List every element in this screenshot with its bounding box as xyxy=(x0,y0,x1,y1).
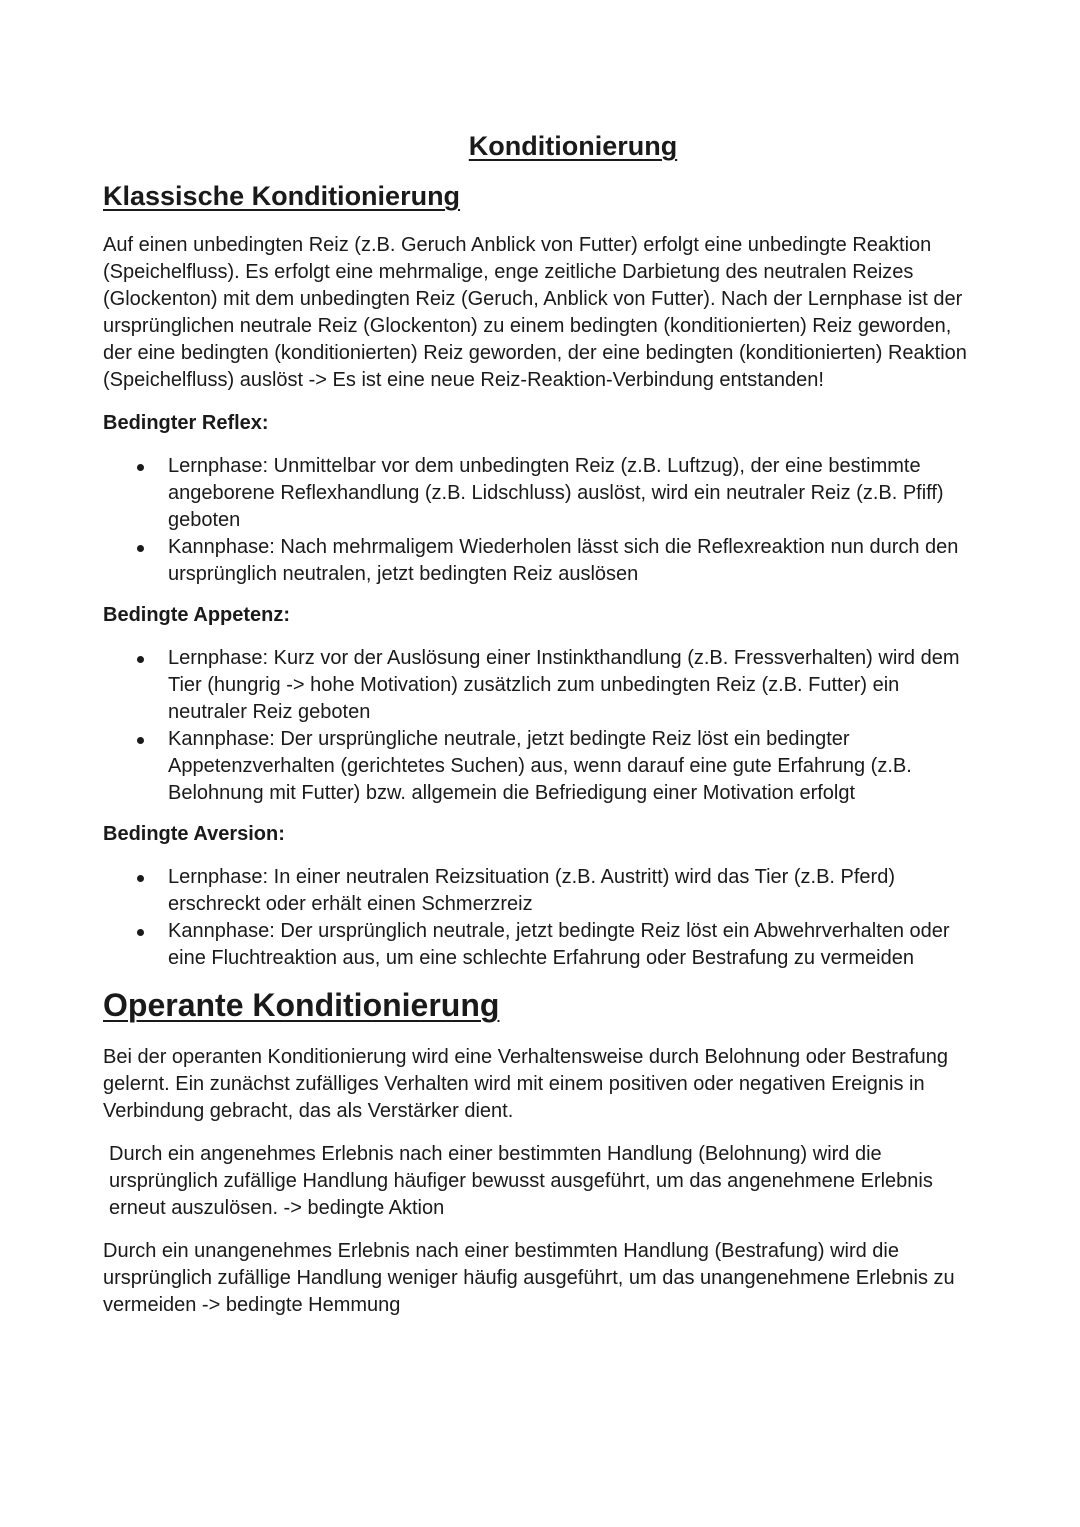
operante-paragraph-1: Bei der operanten Konditionierung wird eine Verhaltensweise durch Belohnung oder Bestrafung gelernt. Ein zunächst zufälliges Verhalten wird mit einem positiven oder negativen Ereignis in Verbindung gebracht, das als Verstärker dient. xyxy=(103,1046,949,1122)
page-title xyxy=(103,130,983,162)
operante-paragraph-2: Durch ein angenehmes Erlebnis nach einer bestimmten Handlung (Belohnung) wird die ursprünglich zufällige Handlung häufiger bewusst ausgeführt, um das angenehmene Erlebnis erneut auszulösen. -> bedingte Aktion xyxy=(109,1143,933,1219)
list-item xyxy=(103,726,983,807)
page-title-text: Konditionierung xyxy=(468,131,678,161)
bullet-icon xyxy=(137,656,144,663)
bullet-icon xyxy=(137,545,144,552)
list-item-text: Kannphase: Der ursprünglich neutrale, jetzt bedingte Reiz löst ein Abwehrverhalten oder eine Fluchtreaktion aus, um eine schlechte Erfahrung oder Bestrafung zu vermeiden xyxy=(168,920,950,969)
bullet-icon xyxy=(137,875,144,882)
reflex-list xyxy=(103,453,983,588)
bullet-icon xyxy=(137,464,144,471)
list-item-text: Lernphase: Unmittelbar vor dem unbedingten Reiz (z.B. Luftzug), der eine bestimmte angeborene Reflexhandlung (z.B. Lidschluss) auslöst, wird ein neutraler Reiz (z.B. Pfiff) geboten xyxy=(168,455,944,531)
list-item-text: Lernphase: In einer neutralen Reizsituation (z.B. Austritt) wird das Tier (z.B. Pferd) erschreckt oder erhält einen Schmerzreiz xyxy=(168,866,895,915)
list-item xyxy=(103,864,983,918)
section-heading-klassische-text: Klassische Konditionierung xyxy=(103,181,461,211)
operante-paragraph-3: Durch ein unangenehmes Erlebnis nach einer bestimmten Handlung (Bestrafung) wird die ursprünglich zufällige Handlung weniger häufig ausgeführt, um das unangenehmene Erlebnis zu vermeiden -> bedingte Hemmung xyxy=(103,1240,955,1316)
aversion-list xyxy=(103,864,983,972)
list-item-text: Kannphase: Der ursprüngliche neutrale, jetzt bedingte Reiz löst ein bedingter Appetenzverhalten (gerichtetes Suchen) aus, wenn darauf eine gute Erfahrung (z.B. Belohnung mit Futter) bzw. allgemein die Befriedigung einer Motivation erfolgt xyxy=(168,728,912,804)
appetenz-list xyxy=(103,645,983,807)
list-item-text: Kannphase: Nach mehrmaligem Wiederholen lässt sich die Reflexreaktion nun durch den ursprünglich neutralen, jetzt bedingten Reiz auslösen xyxy=(168,536,959,585)
section-heading-operante xyxy=(103,986,983,1024)
bullet-icon xyxy=(137,737,144,744)
list-item xyxy=(103,645,983,726)
list-item xyxy=(103,453,983,534)
klassische-intro-paragraph: Auf einen unbedingten Reiz (z.B. Geruch Anblick von Futter) erfolgt eine unbedingte Reaktion (Speichelfluss). Es erfolgt eine mehrmalige, enge zeitliche Darbietung des neutralen Reizes (Glockenton) mit dem unbedingten Reiz (Geruch, Anblick von Futter). Nach der Lernphase ist der ursprünglichen neutrale Reiz (Glockenton) zu einem bedingten (konditionierten) Reiz geworden, der eine bedingten (konditionierten) Reiz geworden, der eine bedingten (konditionierten) Reaktion (Speichelfluss) auslöst -> Es ist eine neue Reiz-Reaktion-Verbindung entstanden! xyxy=(103,234,967,391)
list-item xyxy=(103,534,983,588)
subheading-bedingte-aversion: Bedingte Aversion: xyxy=(103,823,285,845)
bullet-icon xyxy=(137,929,144,936)
document-page xyxy=(103,130,983,1335)
list-item-text: Lernphase: Kurz vor der Auslösung einer Instinkthandlung (z.B. Fressverhalten) wird dem Tier (hungrig -> hohe Motivation) zusätzlich zum unbedingten Reiz (z.B. Futter) ein neutraler Reiz geboten xyxy=(168,647,960,723)
section-heading-klassische xyxy=(103,180,983,212)
section-heading-operante-text: Operante Konditionierung xyxy=(103,987,500,1023)
subheading-bedingte-appetenz: Bedingte Appetenz: xyxy=(103,604,291,626)
list-item xyxy=(103,918,983,972)
subheading-bedingter-reflex: Bedingter Reflex: xyxy=(103,412,269,434)
